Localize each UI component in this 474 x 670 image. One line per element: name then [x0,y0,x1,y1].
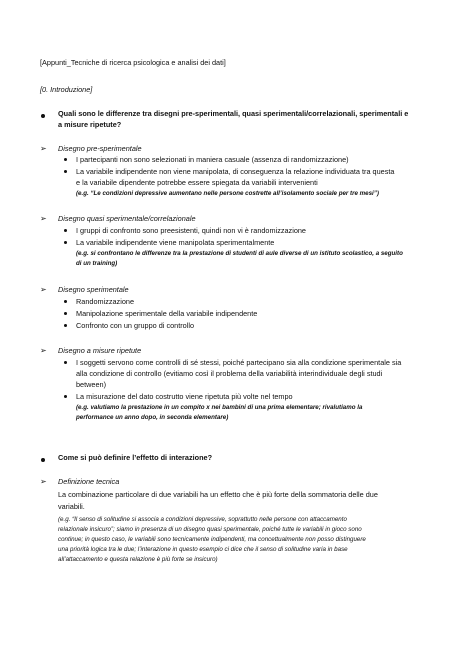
rip-bullet-1-line-1: I soggetti servono come controlli di sé stessi, poiché partecipano sia alla condizione sperimentale sia [76,358,402,367]
definizione-example-line-1: (e.g. “Il senso di solitudine si associa a condizioni depressive, soprattutto nelle persone con attaccamento [58,516,347,523]
arrow-bullet-icon: ➢ [40,214,47,223]
bullet-dot [64,324,67,327]
quasi-bullet-2: La variabile indipendente viene manipolata sperimentalmente [76,238,275,247]
sper-bullet-1: Randomizzazione [76,297,135,306]
bullet-dot [64,158,67,161]
quasi-example-line-1: (e.g. si confrontano le differenze tra la prestazione di studenti di aule diverse di un istituto scolastico, a seguito [76,250,403,257]
rip-bullet-1-line-2: alla condizione di controllo (evitiamo così il problema della variabilità interindividuale degli studi [76,369,383,378]
pre-example: (e.g. “Le condizioni depressive aumentano nelle persone costrette all’isolamento sociale per tre mesi”) [76,190,379,197]
rip-example-line-2: performance un anno dopo, in seconda elementare) [76,414,229,421]
bullet-dot [41,114,45,118]
ripetute-title: Disegno a misure ripetute [58,346,142,355]
pre-sperimentale-title: Disegno pre-sperimentale [58,144,142,153]
pre-bullet-2-line-2: e la variabile dipendente potrebbe essere spiegata da variabili intervenienti [76,178,318,187]
pre-bullet-2-line-1: La variabile indipendente non viene manipolata, di conseguenza la relazione individuata tra questa [76,167,395,176]
quasi-example-line-2: di un training) [76,260,118,267]
question-2: Come si può definire l’effetto di interazione? [58,453,213,462]
sperimentale-title: Disegno sperimentale [58,285,129,294]
question-1-line-1: Quali sono le differenze tra disegni pre-sperimentali, quasi sperimentali/correlazionali, sperimentali e [58,109,409,118]
quasi-sperimentale-title: Disegno quasi sperimentale/correlazionale [58,214,196,223]
bullet-dot [64,229,67,232]
definizione-example-line-3: continue; in questo caso, le variabili sono tecnicamente indipendenti, ma concettualmente non posso distinguere [58,536,366,543]
quasi-bullet-1: I gruppi di confronto sono preesistenti, quindi non vi è randomizzazione [76,226,306,235]
bullet-dot [64,300,67,303]
definizione-body-line-1: La combinazione particolare di due variabili ha un effetto che è più forte della sommatoria delle due [58,490,378,499]
definizione-example-line-4: una priorità logica tra le due; l’interazione in questo esempio ci dice che il senso di solitudine varia in base [58,546,348,553]
arrow-bullet-icon: ➢ [40,144,47,153]
sper-bullet-3: Confronto con un gruppo di controllo [76,321,195,330]
section-heading: [0. Introduzione] [40,85,93,94]
rip-example-line-1: (e.g. valutiamo la prestazione in un compito x nei bambini di una prima elementare; rivalutiamo la [76,404,363,411]
arrow-bullet-icon: ➢ [40,477,47,486]
sper-bullet-2: Manipolazione sperimentale della variabile indipendente [76,309,258,318]
bullet-dot [64,241,67,244]
question-1-line-2: a misure ripetute? [58,120,122,129]
bullet-dot [41,458,45,462]
pre-bullet-1: I partecipanti non sono selezionati in maniera casuale (assenza di randomizzazione) [76,155,349,164]
definizione-title: Definizione tecnica [58,477,120,486]
document-header: [Appunti_Tecniche di ricerca psicologica e analisi dei dati] [40,58,226,67]
definizione-body-line-2: variabili. [58,502,85,511]
bullet-dot [64,312,67,315]
bullet-dot [64,170,67,173]
bullet-dot [64,395,67,398]
arrow-bullet-icon: ➢ [40,285,47,294]
bullet-dot [64,361,67,364]
definizione-example-line-5: all’attaccamento e questa relazione è più forte se insicuro) [58,556,218,563]
rip-bullet-1-line-3: between) [76,380,107,389]
definizione-example-line-2: relazionale insicuro”; siamo in presenza di un disegno quasi sperimentale, poiché tutte le variabili in gioco sono [58,526,362,533]
arrow-bullet-icon: ➢ [40,346,47,355]
rip-bullet-2: La misurazione del dato costrutto viene ripetuta più volte nel tempo [76,392,293,401]
